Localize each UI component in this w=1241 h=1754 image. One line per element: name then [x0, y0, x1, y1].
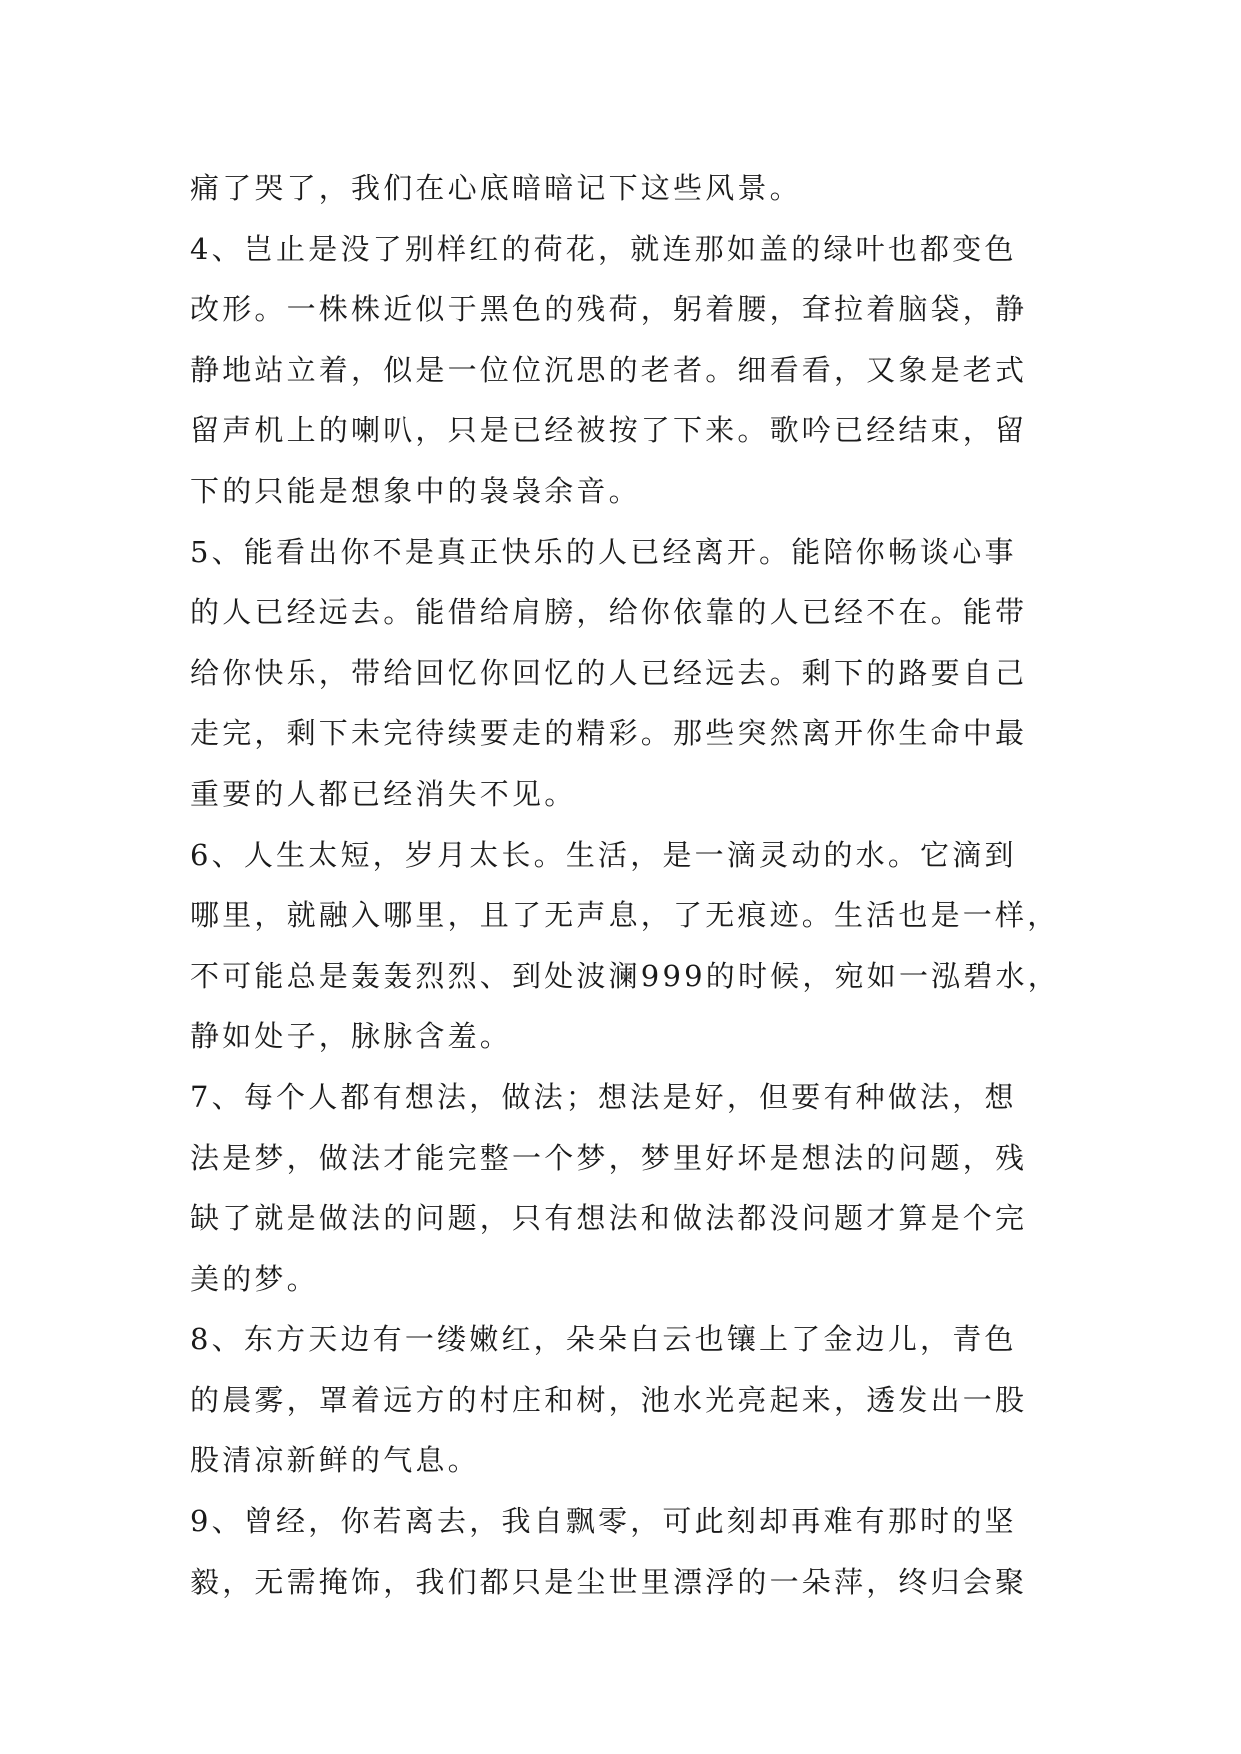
text-line: 毅，无需掩饰，我们都只是尘世里漂浮的一朵萍，终归会聚 [190, 1564, 1028, 1599]
text-line: 的晨雾，罩着远方的村庄和树，池水光亮起来，透发出一股 [190, 1382, 1028, 1417]
text-line: 美的梦。 [190, 1261, 319, 1296]
text-line: 9、曾经，你若离去，我自飘零，可此刻却再难有那时的坚 [190, 1504, 1017, 1539]
text-line: 留声机上的喇叭，只是已经被按了下来。歌吟已经结束，留 [190, 413, 1028, 448]
text-line: 的人已经远去。能借给肩膀，给你依靠的人已经不在。能带 [190, 595, 1028, 630]
text-line: 股清凉新鲜的气息。 [190, 1443, 480, 1478]
text-line: 走完，剩下未完待续要走的精彩。那些突然离开你生命中最 [190, 716, 1028, 751]
text-line: 哪里，就融入哪里，且了无声息，了无痕迹。生活也是一样， [190, 898, 1060, 933]
text-line: 重要的人都已经消失不见。 [190, 776, 577, 811]
text-line: 7、每个人都有想法，做法；想法是好，但要有种做法，想 [190, 1079, 1017, 1114]
text-line: 静如处子，脉脉含羞。 [190, 1019, 513, 1054]
text-line: 缺了就是做法的问题，只有想法和做法都没问题才算是个完 [190, 1201, 1028, 1236]
text-line: 5、能看出你不是真正快乐的人已经离开。能陪你畅谈心事 [190, 534, 1017, 569]
text-line: 痛了哭了，我们在心底暗暗记下这些风景。 [190, 171, 802, 205]
text-line: 下的只能是想象中的袅袅余音。 [190, 473, 641, 508]
text-line: 不可能总是轰轰烈烈、到处波澜999的时候，宛如一泓碧水， [190, 958, 1060, 993]
text-line: 法是梦，做法才能完整一个梦，梦里好坏是想法的问题，残 [190, 1140, 1028, 1175]
text-line: 给你快乐，带给回忆你回忆的人已经远去。剩下的路要自己 [190, 655, 1028, 690]
text-line: 改形。一株株近似于黑色的残荷，躬着腰，耷拉着脑袋，静 [190, 292, 1028, 327]
text-line: 4、岂止是没了别样红的荷花，就连那如盖的绿叶也都变色 [190, 231, 1017, 266]
text-line: 6、人生太短，岁月太长。生活，是一滴灵动的水。它滴到 [190, 837, 1017, 872]
text-line: 静地站立着，似是一位位沉思的老者。细看看，又象是老式 [190, 352, 1028, 387]
text-line: 8、东方天边有一缕嫩红，朵朵白云也镶上了金边儿，青色 [190, 1322, 1017, 1357]
body-text [190, 158, 1065, 1612]
